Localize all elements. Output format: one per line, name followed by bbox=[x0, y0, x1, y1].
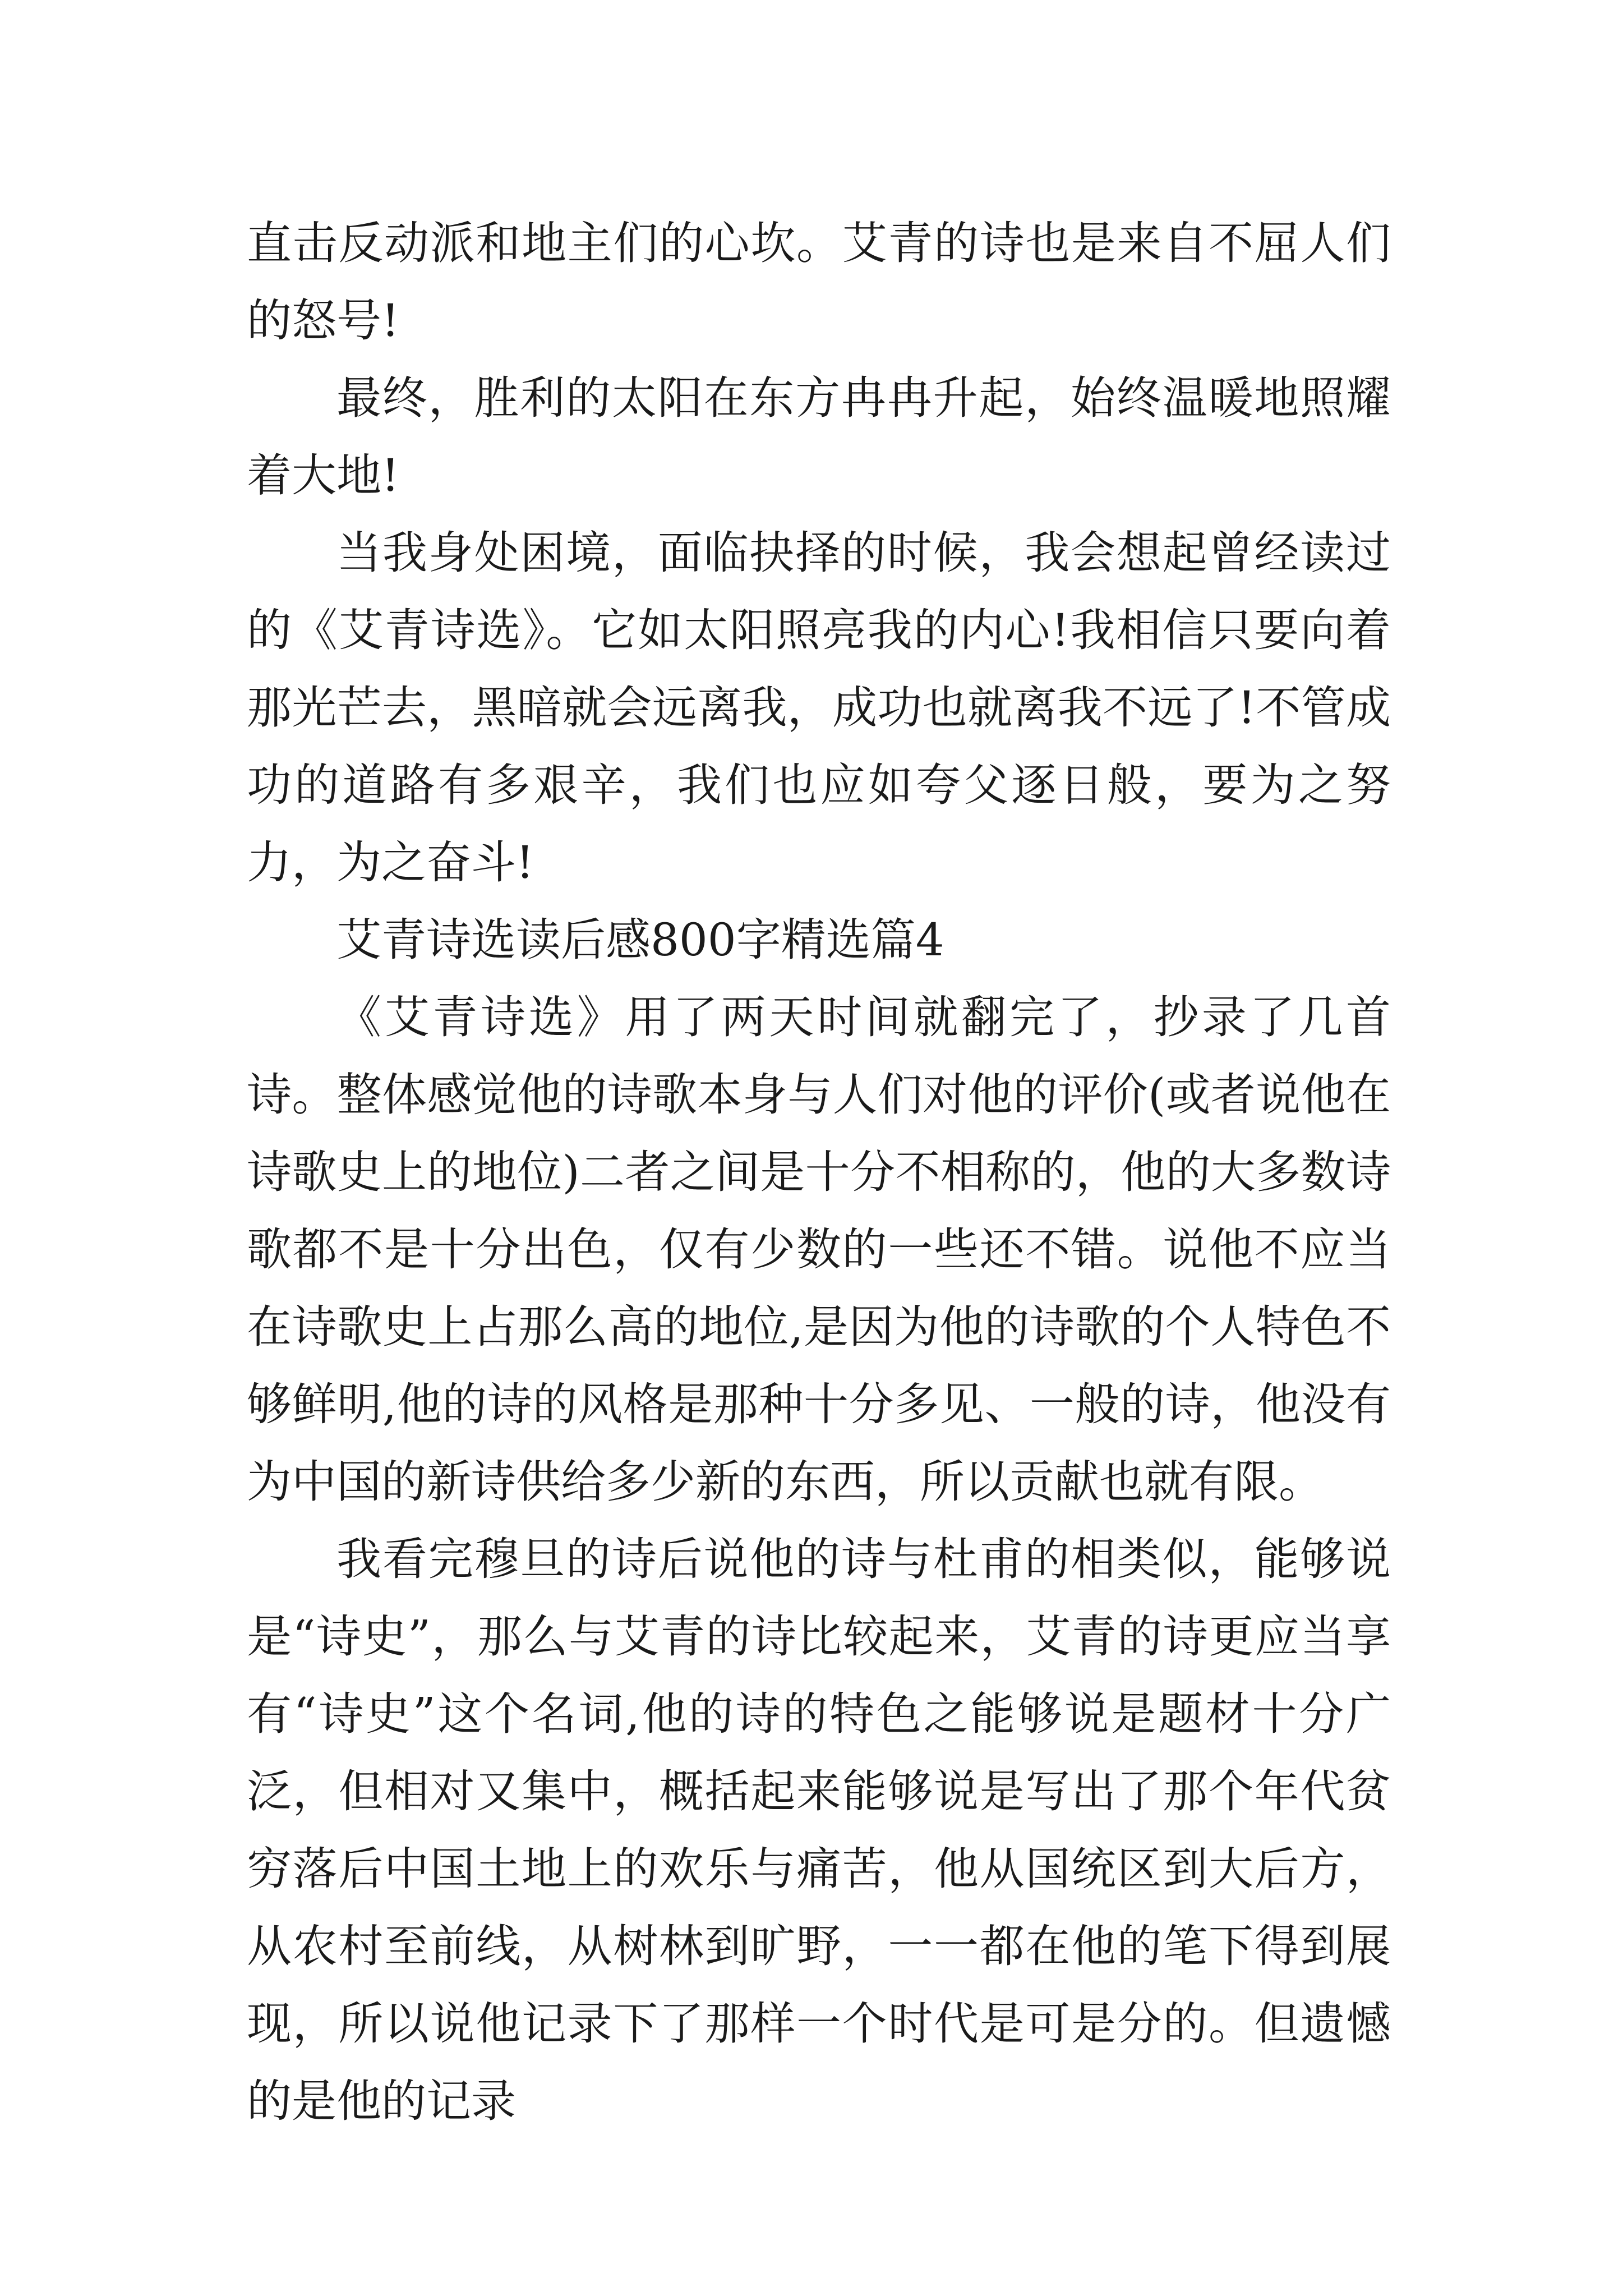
paragraph-2: 最终，胜利的太阳在东方冉冉升起，始终温暖地照耀着大地! bbox=[247, 372, 1391, 501]
paragraph-1: 直击反动派和地主们的心坎。艾青的诗也是来自不屈人们的怒号! bbox=[247, 217, 1391, 347]
section-heading: 艾青诗选读后感800字精选篇4 bbox=[336, 914, 944, 966]
body-text bbox=[247, 205, 1391, 2140]
paragraph-3: 当我身处困境，面临抉择的时候，我会想起曾经读过的《艾青诗选》。它如太阳照亮我的内心!我相信只要向着那光芒去，黑暗就会远离我，成功也就离我不远了!不管成功的道路有多艰辛，我们也应如夸父逐日般，要为之努力，为之奋斗! bbox=[247, 527, 1391, 889]
paragraph-5: 我看完穆旦的诗后说他的诗与杜甫的相类似，能够说是“诗史”，那么与艾青的诗比较起来，艾青的诗更应当享有“诗史”这个名词,他的诗的特色之能够说是题材十分广泛，但相对又集中，概括起来能够说是写出了那个年代贫穷落后中国土地上的欢乐与痛苦，他从国统区到大后方，从农村至前线，从树林到旷野，一一都在他的笔下得到展现，所以说他记录下了那样一个时代是可是分的。但遗憾的是他的记录 bbox=[247, 1533, 1391, 2127]
paragraph-4: 《艾青诗选》用了两天时间就翻完了，抄录了几首诗。整体感觉他的诗歌本身与人们对他的评价(或者说他在诗歌史上的地位)二者之间是十分不相称的，他的大多数诗歌都不是十分出色，仅有少数的一些还不错。说他不应当在诗歌史上占那么高的地位,是因为他的诗歌的个人特色不够鲜明,他的诗的风格是那种十分多见、一般的诗，他没有为中国的新诗供给多少新的东西，所以贡献也就有限。 bbox=[247, 991, 1391, 1508]
